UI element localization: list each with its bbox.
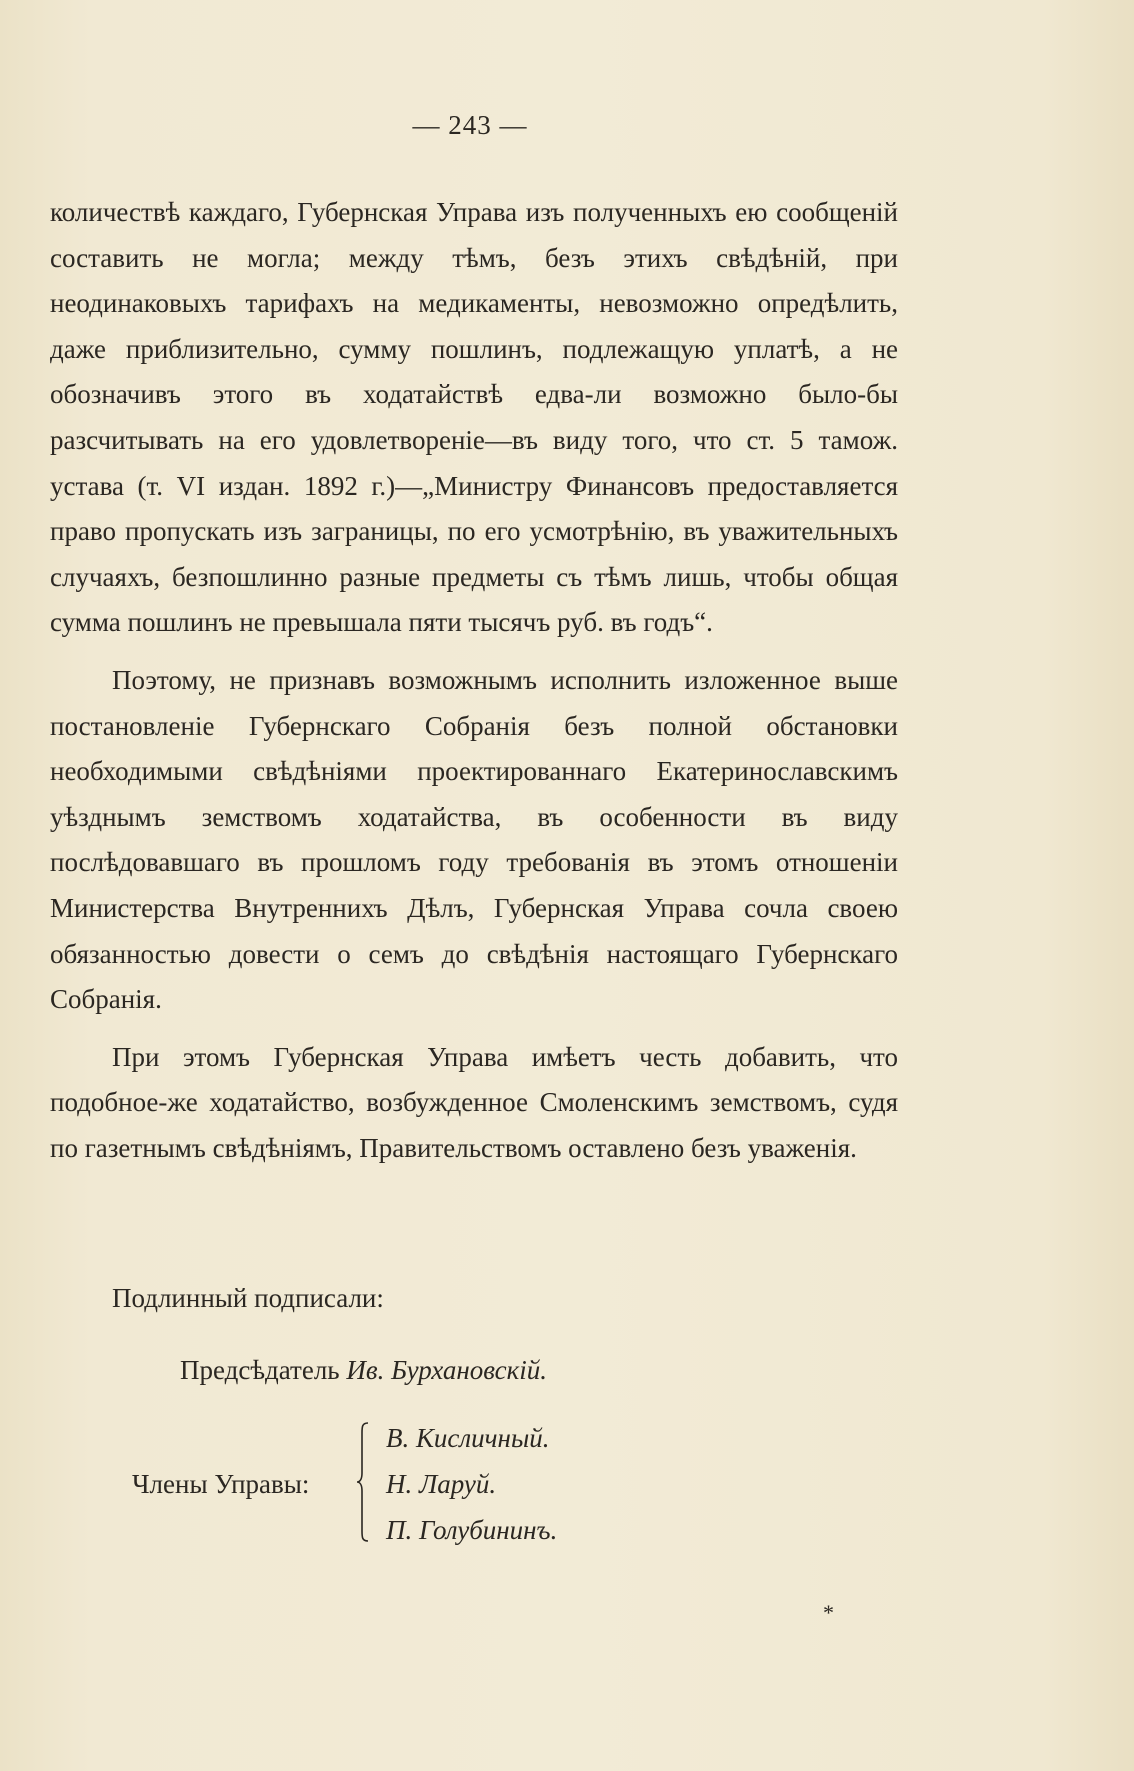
chairman-line [180,1355,547,1386]
member-name-2: Н. Ларуй. [386,1469,497,1499]
paragraph-2: Поэтому, не признавъ возможнымъ исполнить изложенное выше постановленiе Губернскаго Собранiя безъ полной обстановки необходимыми свѣдѣнiями проектированнаго Екатеринославскимъ уѣзднымъ земствомъ ходатайства, въ особенности въ виду послѣдовавшаго въ прошломъ году требованiя въ этомъ отношенiи Министерства Внутреннихъ Дѣлъ, Губернская Управа сочла своею обязанностью довести о семъ до свѣдѣнiя настоящаго Губернскаго Собранiя. [50,664,898,1015]
chairman-title: Предсѣдатель [180,1355,340,1385]
chairman-name: Ив. Бурхановскiй. [346,1355,548,1385]
signature-block [50,1283,950,1545]
body-text [50,190,898,1171]
signature-heading: Подлинный подписали: [112,1283,384,1313]
member-name-1: В. Кисличный. [386,1423,550,1453]
page-number: — 243 — [412,110,528,140]
member-name-3: П. Голубининъ. [386,1515,558,1545]
paragraph-1: количествѣ каждаго, Губернская Управа изъ полученныхъ ею сообщенiй составить не могла; между тѣмъ, безъ этихъ свѣдѣнiй, при неодинаковыхъ тарифахъ на медикаменты, невозможно опредѣлить, даже приблизительно, сумму пошлинъ, подлежащую уплатѣ, а не обозначивъ этого въ ходатайствѣ едва-ли возможно было-бы разсчитывать на его удовлетворенiе—въ виду того, что ст. 5 тамож. устава (т. VI издан. 1892 г.)—„Министру Финансовъ предоставляется право пропускать изъ заграницы, по его усмотрѣнiю, въ уважительныхъ случаяхъ, безпошлинно разные предметы съ тѣмъ лишь, чтобы общая сумма пошлинъ не превышала пяти тысячъ руб. въ годъ“. [50,197,898,638]
members-brace [356,1421,370,1543]
paragraph-3: При этомъ Губернская Управа имѣетъ честь добавить, что подобное-же ходатайство, возбужденное Смоленскимъ земствомъ, судя по газетнымъ свѣдѣнiямъ, Правительствомъ оставлено безъ уваженiя. [50,1041,898,1163]
members-label: Члены Управы: [132,1469,310,1499]
footer-mark: * [823,1600,834,1625]
